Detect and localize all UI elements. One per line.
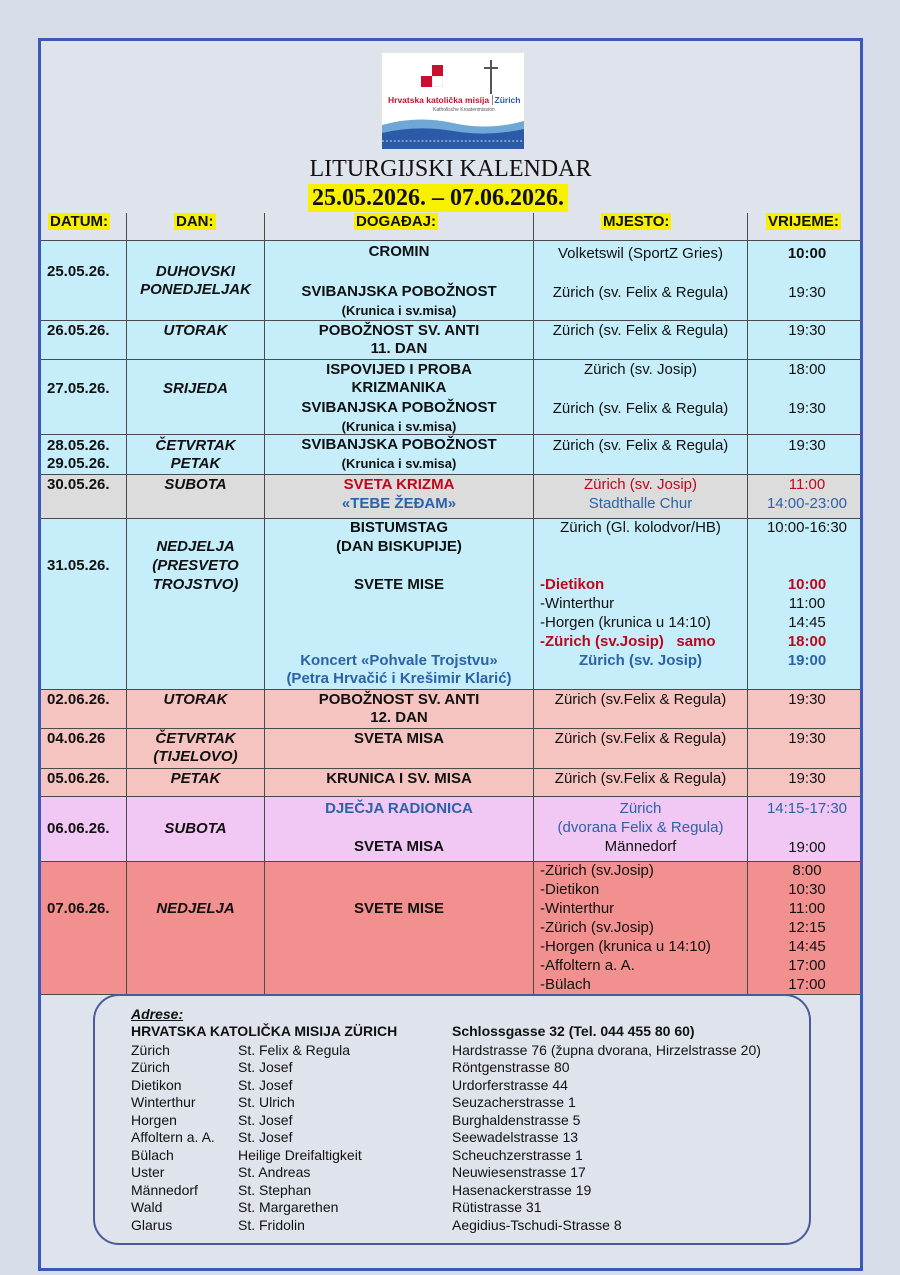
time-cell: 14:45 <box>788 614 826 631</box>
address-church: St. Andreas <box>238 1164 311 1180</box>
event-subtext: (Krunica i sv.misa) <box>341 419 457 434</box>
time-cell: 19:00 <box>787 652 827 669</box>
date-cell: 28.05.26. <box>47 437 110 454</box>
date-cell: 31.05.26. <box>47 557 110 574</box>
logo-square <box>443 65 454 76</box>
address-street: Urdorferstrasse 44 <box>452 1077 568 1093</box>
time-cell: 12:15 <box>788 919 826 936</box>
address-town: Affoltern a. A. <box>131 1129 215 1145</box>
place-cell: -Dietikon <box>540 576 605 593</box>
event-cell: ISPOVIJED I PROBA <box>326 361 472 378</box>
address-town: Zürich <box>131 1042 170 1058</box>
event-subtext: (Krunica i sv.misa) <box>341 456 457 471</box>
address-church: St. Stephan <box>238 1182 312 1198</box>
row-divider <box>41 796 860 797</box>
address-town: Glarus <box>131 1217 173 1233</box>
day-cell: SUBOTA <box>164 476 227 493</box>
date-cell: 05.06.26. <box>47 770 110 787</box>
row-divider <box>41 359 860 360</box>
address-street: Seewadelstrasse 13 <box>452 1129 579 1145</box>
place-cell: Volketswil (SportZ Gries) <box>557 245 724 262</box>
time-cell: 19:30 <box>788 284 826 301</box>
time-cell: 8:00 <box>792 862 822 879</box>
event-cell: CROMIN <box>368 243 430 260</box>
address-church: St. Ulrich <box>238 1094 295 1110</box>
event-cell: SVETA MISA <box>353 838 444 855</box>
time-cell: 17:00 <box>788 976 826 993</box>
address-street: Röntgenstrasse 80 <box>452 1059 570 1075</box>
day-cell: PETAK <box>170 455 221 472</box>
logo-square <box>421 76 432 87</box>
time-cell: 19:30 <box>788 691 826 708</box>
event-cell: POBOŽNOST SV. ANTI <box>318 691 480 708</box>
time-cell: 10:00-16:30 <box>766 519 848 536</box>
date-cell: 25.05.26. <box>47 263 110 280</box>
time-cell: 19:30 <box>788 322 826 339</box>
place-cell: Zürich (sv. Josip) <box>578 652 703 669</box>
address-church: Heilige Dreifaltigkeit <box>238 1147 362 1163</box>
header-datum: DATUM: <box>50 213 109 230</box>
address-town: Winterthur <box>131 1094 196 1110</box>
address-street: Aegidius-Tschudi-Strasse 8 <box>452 1217 622 1233</box>
time-cell: 10:30 <box>788 881 826 898</box>
row-divider <box>41 768 860 769</box>
event-cell: 11. DAN <box>370 340 428 357</box>
address-town: Horgen <box>131 1112 177 1128</box>
page-title: LITURGIJSKI KALENDAR <box>309 156 592 182</box>
address-church: St. Fridolin <box>238 1217 305 1233</box>
address-street: Seuzacherstrasse 1 <box>452 1094 576 1110</box>
address-town: Männedorf <box>131 1182 198 1198</box>
time-cell: 19:30 <box>788 730 826 747</box>
place-cell: Stadthalle Chur <box>588 495 693 512</box>
event-cell: SVETE MISE <box>353 900 445 917</box>
event-cell: KRIZMANIKA <box>351 379 447 396</box>
logo-subtitle: Katholische Kroatenmission <box>433 107 495 113</box>
address-street: Hardstrasse 76 (župna dvorana, Hirzelstrasse 20) <box>452 1042 761 1058</box>
mission-address: Schlossgasse 32 (Tel. 044 455 80 60) <box>452 1023 695 1039</box>
place-cell: -Affoltern a. A. <box>540 957 635 974</box>
place-cell: Männedorf <box>604 838 677 855</box>
address-street: Scheuchzerstrasse 1 <box>452 1147 583 1163</box>
place-cell: Zürich (sv. Felix & Regula) <box>552 322 729 339</box>
place-cell: -Zürich (sv.Josip) samo <box>540 633 716 650</box>
place-cell: -Horgen (krunica u 14:10) <box>540 938 711 955</box>
place-cell: Zürich (sv. Felix & Regula) <box>552 437 729 454</box>
address-town: Dietikon <box>131 1077 182 1093</box>
date-cell: 27.05.26. <box>47 380 110 397</box>
time-cell: 10:00 <box>787 576 827 593</box>
row-divider <box>41 728 860 729</box>
cross-icon <box>484 67 498 69</box>
time-cell: 10:00 <box>787 245 827 262</box>
date-range: 25.05.2026. – 07.06.2026. <box>308 184 568 212</box>
address-church: St. Josef <box>238 1112 293 1128</box>
address-street: Neuwiesenstrasse 17 <box>452 1164 586 1180</box>
event-cell: SVETA KRIZMA <box>343 476 455 493</box>
time-cell: 18:00 <box>787 633 827 650</box>
date-cell: 26.05.26. <box>47 322 110 339</box>
address-box <box>93 994 811 1245</box>
day-cell: TROJSTVO) <box>152 576 239 593</box>
time-cell: 11:00 <box>788 476 826 493</box>
day-cell: UTORAK <box>163 322 228 339</box>
day-cell: ČETVRTAK <box>155 437 236 454</box>
time-cell: 19:30 <box>788 437 826 454</box>
place-cell: Zürich <box>619 800 662 817</box>
cross-icon <box>490 60 492 94</box>
place-cell: Zürich (sv.Felix & Regula) <box>554 691 727 708</box>
day-cell: SUBOTA <box>164 820 227 837</box>
event-cell: «TEBE ŽEĐAM» <box>341 495 457 512</box>
address-street: Hasenackerstrasse 19 <box>452 1182 592 1198</box>
event-subtext: (Krunica i sv.misa) <box>341 303 457 318</box>
address-church: St. Margarethen <box>238 1199 339 1215</box>
place-cell: -Winterthur <box>540 900 615 917</box>
date-cell: 30.05.26. <box>47 476 110 493</box>
place-cell: -Zürich (sv.Josip) <box>540 862 654 879</box>
row-divider <box>41 474 860 475</box>
place-cell: Zürich (Gl. kolodvor/HB) <box>560 519 721 536</box>
row-divider <box>41 689 860 690</box>
place-cell: Zürich (sv. Josip) <box>583 361 698 378</box>
event-cell: KRUNICA I SV. MISA <box>326 770 472 787</box>
time-cell: 19:30 <box>788 770 826 787</box>
address-street: Burghaldenstrasse 5 <box>452 1112 581 1128</box>
place-cell: -Dietikon <box>540 881 600 898</box>
time-cell: 17:00 <box>788 957 826 974</box>
mission-logo <box>381 52 525 150</box>
address-church: St. Josef <box>238 1059 293 1075</box>
day-cell: ČETVRTAK <box>155 730 236 747</box>
date-cell: 02.06.26. <box>47 691 110 708</box>
time-cell: 19:30 <box>788 400 826 417</box>
row-divider <box>41 320 860 321</box>
header-mjesto: MJESTO: <box>603 213 670 230</box>
header-dogadaj: DOGAĐAJ: <box>356 213 437 230</box>
place-cell: (dvorana Felix & Regula) <box>557 819 724 836</box>
day-cell: (TIJELOVO) <box>153 748 238 765</box>
logo-square <box>432 65 443 76</box>
row-divider <box>41 240 860 241</box>
row-divider <box>41 861 860 862</box>
day-cell: NEDJELJA <box>156 538 235 555</box>
event-cell: SVIBANJSKA POBOŽNOST <box>301 399 497 416</box>
place-cell: -Zürich (sv.Josip) <box>540 919 654 936</box>
event-cell: SVIBANJSKA POBOŽNOST <box>301 436 497 453</box>
date-cell: 06.06.26. <box>47 820 110 837</box>
day-cell: SRIJEDA <box>162 380 229 397</box>
wave-icon <box>382 115 524 149</box>
day-cell: PONEDJELJAK <box>140 281 251 298</box>
place-cell: Zürich (sv.Felix & Regula) <box>554 730 727 747</box>
time-cell: 14:00-23:00 <box>766 495 848 512</box>
address-town: Wald <box>131 1199 163 1215</box>
header-dan: DAN: <box>176 213 214 230</box>
day-cell: UTORAK <box>163 691 228 708</box>
event-cell: DJEČJA RADIONICA <box>325 800 473 817</box>
address-church: St. Felix & Regula <box>238 1042 351 1058</box>
address-town: Zürich <box>131 1059 170 1075</box>
event-cell: POBOŽNOST SV. ANTI <box>318 322 480 339</box>
row-red <box>41 861 860 995</box>
day-cell: DUHOVSKI <box>155 263 236 280</box>
day-cell: PETAK <box>170 770 221 787</box>
time-cell: 19:00 <box>788 839 826 856</box>
time-cell: 14:15-17:30 <box>766 800 848 817</box>
event-cell: SVETA MISA <box>353 730 444 747</box>
event-cell: (Petra Hrvačić i Krešimir Klarić) <box>286 670 512 687</box>
address-street: Rütistrasse 31 <box>452 1199 542 1215</box>
time-cell: 11:00 <box>788 595 826 612</box>
place-cell: Zürich (sv. Josip) <box>583 476 698 493</box>
address-church: St. Josef <box>238 1077 293 1093</box>
address-heading: Adrese: <box>131 1006 184 1022</box>
day-cell: NEDJELJA <box>156 900 235 917</box>
event-cell: SVIBANJSKA POBOŽNOST <box>301 283 497 300</box>
address-church: St. Josef <box>238 1129 293 1145</box>
place-cell: -Bülach <box>540 976 591 993</box>
time-cell: 11:00 <box>788 900 826 917</box>
time-cell: 14:45 <box>788 938 826 955</box>
logo-square <box>432 76 443 87</box>
address-town: Bülach <box>131 1147 174 1163</box>
date-cell: 29.05.26. <box>47 455 110 472</box>
place-cell: Zürich (sv.Felix & Regula) <box>554 770 727 787</box>
event-cell: (DAN BISKUPIJE) <box>336 538 462 555</box>
date-cell: 04.06.26 <box>47 730 106 747</box>
event-cell: 12. DAN <box>370 709 428 726</box>
event-cell: SVETE MISE <box>353 576 445 593</box>
logo-text: Hrvatska katolička misija Zürich <box>388 95 521 105</box>
date-cell: 07.06.26. <box>47 900 110 917</box>
place-cell: Zürich (sv. Felix & Regula) <box>552 284 729 301</box>
place-cell: -Winterthur <box>540 595 615 612</box>
address-town: Uster <box>131 1164 165 1180</box>
mission-name: HRVATSKA KATOLIČKA MISIJA ZÜRICH <box>131 1023 398 1039</box>
event-cell: BISTUMSTAG <box>349 519 449 536</box>
day-cell: (PRESVETO <box>152 557 239 574</box>
header-vrijeme: VRIJEME: <box>768 213 839 230</box>
place-cell: Zürich (sv. Felix & Regula) <box>552 400 729 417</box>
time-cell: 18:00 <box>788 361 826 378</box>
event-cell: Koncert «Pohvale Trojstvu» <box>300 652 498 669</box>
place-cell: -Horgen (krunica u 14:10) <box>540 614 711 631</box>
calendar-sheet <box>38 38 863 1271</box>
